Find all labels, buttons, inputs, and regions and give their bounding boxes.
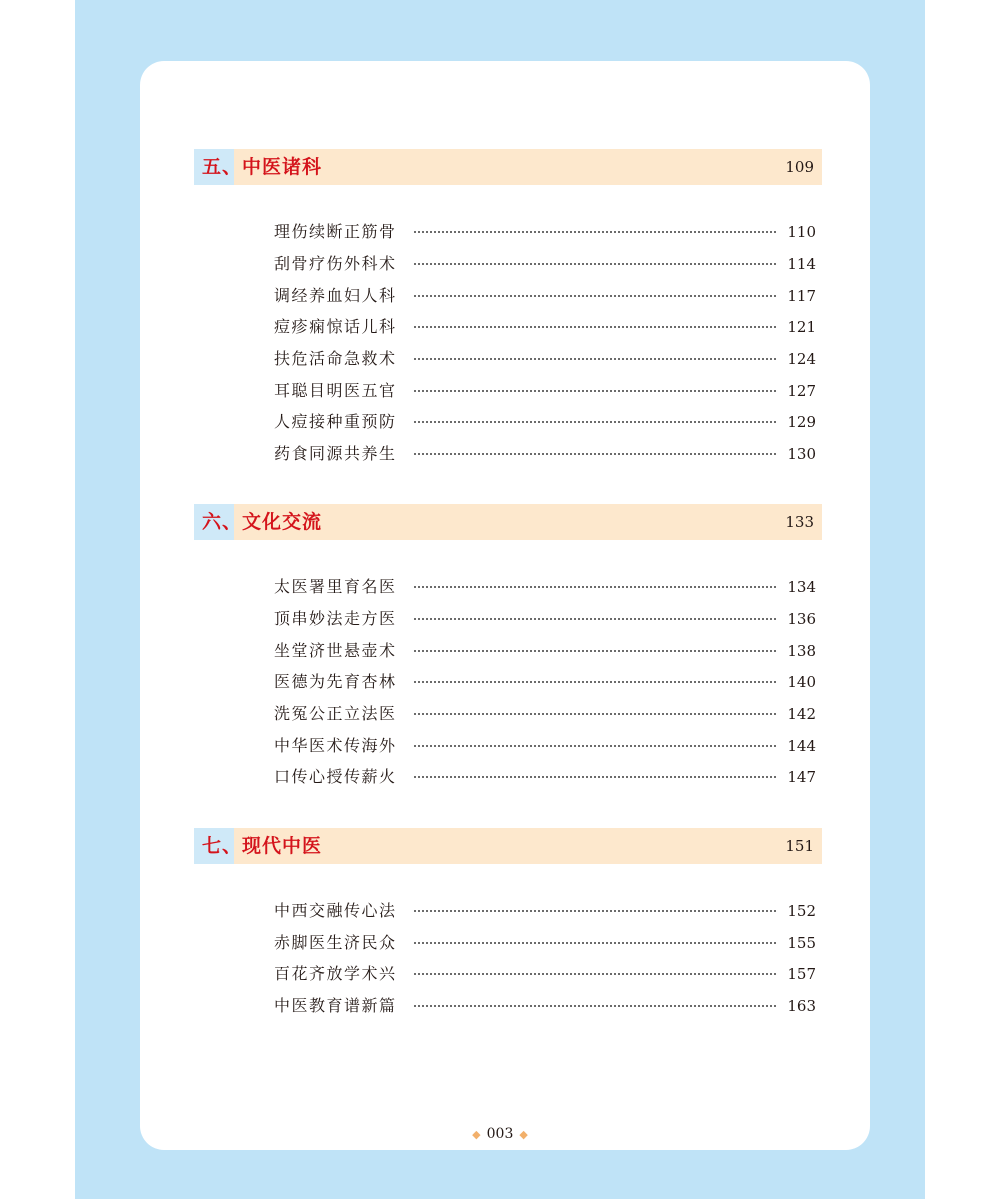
dot-leader: [414, 326, 776, 328]
entry-page-number: 152: [787, 902, 816, 920]
entry-page-number: 124: [787, 350, 816, 368]
entry-page-number: 121: [787, 318, 816, 336]
dot-leader: [414, 776, 776, 778]
toc-entry[interactable]: [274, 734, 816, 758]
entry-page-number: 144: [787, 737, 816, 755]
entry-page-number: 140: [787, 673, 816, 691]
toc-entry[interactable]: [274, 347, 816, 371]
entry-page-number: 117: [787, 287, 816, 305]
entry-title: 人痘接种重预防: [274, 412, 397, 431]
toc-entry[interactable]: [274, 575, 816, 599]
page-number: 003: [486, 1126, 514, 1142]
entry-title: 顶串妙法走方医: [274, 609, 397, 628]
toc-entry[interactable]: [274, 670, 816, 694]
toc-entry[interactable]: [274, 252, 816, 276]
dot-leader: [414, 421, 776, 423]
dot-leader: [414, 231, 776, 233]
entry-title: 理伤续断正筋骨: [274, 222, 397, 241]
section-page-number: 151: [785, 837, 814, 855]
toc-entry[interactable]: [274, 899, 816, 923]
entry-title: 调经养血妇人科: [274, 286, 397, 305]
dot-leader: [414, 942, 776, 944]
toc-entry[interactable]: [274, 442, 816, 466]
entry-title: 中医教育谱新篇: [274, 996, 397, 1015]
toc-entry[interactable]: [274, 765, 816, 789]
dot-leader: [414, 390, 776, 392]
entry-page-number: 138: [787, 642, 816, 660]
toc-entry[interactable]: [274, 315, 816, 339]
entry-title: 太医署里育名医: [274, 577, 397, 596]
entry-title: 百花齐放学术兴: [274, 964, 397, 983]
dot-leader: [414, 681, 776, 683]
toc-entry[interactable]: [274, 962, 816, 986]
dot-leader: [414, 973, 776, 975]
left-ornament-icon: ◆: [472, 1128, 481, 1141]
entry-page-number: 114: [787, 255, 816, 273]
toc-entry[interactable]: [274, 931, 816, 955]
toc-entry[interactable]: [274, 994, 816, 1018]
entry-page-number: 130: [787, 445, 816, 463]
section-title: 五、中医诸科: [202, 156, 323, 178]
right-ornament-icon: ◆: [519, 1128, 528, 1141]
dot-leader: [414, 358, 776, 360]
section-title: 七、现代中医: [202, 835, 323, 857]
dot-leader: [414, 586, 776, 588]
dot-leader: [414, 295, 776, 297]
entry-title: 赤脚医生济民众: [274, 933, 397, 952]
toc-entry[interactable]: [274, 702, 816, 726]
dot-leader: [414, 453, 776, 455]
section-heading[interactable]: [194, 149, 822, 185]
entry-title: 耳聪目明医五官: [274, 381, 397, 400]
toc-entry[interactable]: [274, 410, 816, 434]
section-page-number: 133: [785, 513, 814, 531]
entry-title: 洗冤公正立法医: [274, 704, 397, 723]
dot-leader: [414, 713, 776, 715]
toc-entry[interactable]: [274, 220, 816, 244]
dot-leader: [414, 745, 776, 747]
dot-leader: [414, 618, 776, 620]
section-title: 六、文化交流: [202, 511, 323, 533]
dot-leader: [414, 263, 776, 265]
dot-leader: [414, 910, 776, 912]
entry-page-number: 163: [787, 997, 816, 1015]
toc-entry[interactable]: [274, 607, 816, 631]
entry-title: 中西交融传心法: [274, 901, 397, 920]
entry-page-number: 136: [787, 610, 816, 628]
entry-page-number: 129: [787, 413, 816, 431]
dot-leader: [414, 650, 776, 652]
entry-title: 药食同源共养生: [274, 444, 397, 463]
entry-page-number: 134: [787, 578, 816, 596]
entry-title: 中华医术传海外: [274, 736, 397, 755]
entry-title: 痘疹痫惊话儿科: [274, 317, 397, 336]
section-heading[interactable]: [194, 828, 822, 864]
entry-title: 扶危活命急救术: [274, 349, 397, 368]
section-heading[interactable]: [194, 504, 822, 540]
entry-page-number: 127: [787, 382, 816, 400]
entry-title: 刮骨疗伤外科术: [274, 254, 397, 273]
entry-title: 医德为先育杏林: [274, 672, 397, 691]
entry-page-number: 147: [787, 768, 816, 786]
dot-leader: [414, 1005, 776, 1007]
entry-page-number: 110: [787, 223, 816, 241]
toc-entry[interactable]: [274, 639, 816, 663]
entry-title: 坐堂济世悬壶术: [274, 641, 397, 660]
entry-title: 口传心授传薪火: [274, 767, 397, 786]
toc-entry[interactable]: [274, 379, 816, 403]
entry-page-number: 157: [787, 965, 816, 983]
entry-page-number: 155: [787, 934, 816, 952]
entry-page-number: 142: [787, 705, 816, 723]
page-footer: [0, 1123, 1000, 1145]
toc-entry[interactable]: [274, 284, 816, 308]
section-page-number: 109: [785, 158, 814, 176]
